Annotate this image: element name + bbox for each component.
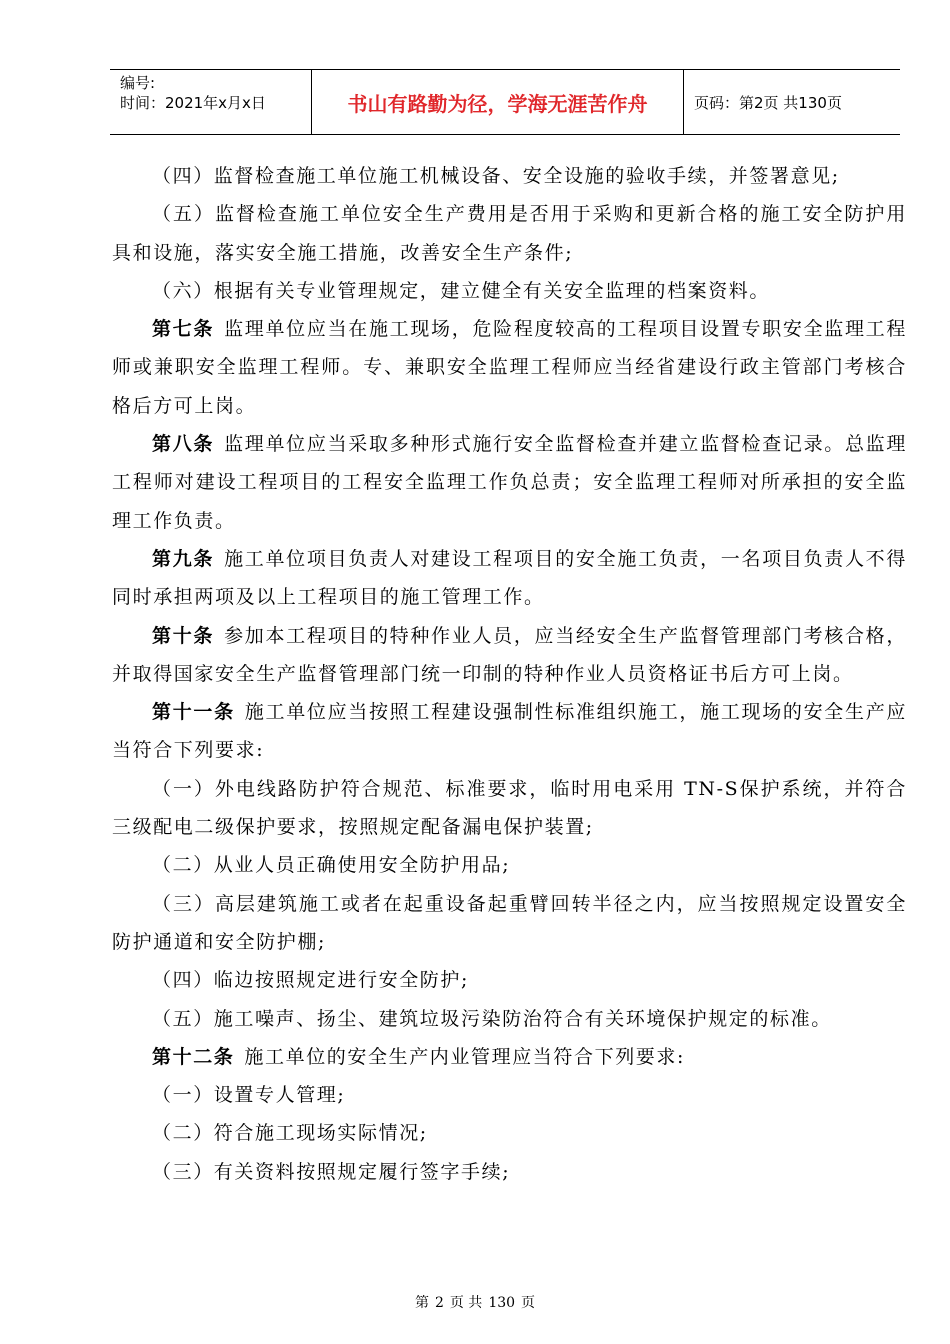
paragraph-text: 施工单位项目负责人对建设工程项目的安全施工负责，一名项目负责人不得同时承担两项及以上工程项目的施工管理工作。 [112,547,907,609]
paragraph [112,770,907,847]
footer-suffix: 页 [521,1295,536,1311]
paragraph-text: 参加本工程项目的特种作业人员，应当经安全生产监督管理部门考核合格，并取得国家安全生产监督管理部门统一印制的特种作业人员资格证书后方可上岗。 [112,624,907,685]
footer-mid: 页 共 [449,1295,483,1311]
article-title: 第十条 [152,624,215,647]
header-meta [110,70,312,134]
page-header [110,69,900,135]
paragraph-text: 监理单位应当在施工现场，危险程度较高的工程项目设置专职安全监理工程师或兼职安全监理工程师。专、兼职安全监理工程师应当经省建设行政主管部门考核合格后方可上岗。 [112,318,907,417]
footer-prefix: 第 [414,1295,429,1311]
paragraph [112,1076,907,1114]
article-paragraph [112,693,907,770]
paragraph [112,1153,907,1191]
header-page-info: 页码：第2页 共130页 [694,93,842,112]
paragraph-text: 施工单位应当按照工程建设强制性标准组织施工，施工现场的安全生产应当符合下列要求: [112,701,908,762]
paragraph-text: 施工单位的安全生产内业管理应当符合下列要求: [244,1045,686,1068]
article-title: 第七条 [152,318,215,341]
footer-page-number: 2 [434,1295,444,1311]
article-paragraph [112,540,907,617]
paragraph-text: （五）监督检查施工单位安全生产费用是否用于采购和更新合格的施工安全防护用具和设施，落实安全施工措施，改善安全生产条件; [112,203,907,264]
paragraph [112,1000,907,1038]
page-footer [0,1292,950,1312]
paragraph-text: （二）符合施工现场实际情况; [152,1122,428,1145]
paragraph [112,885,907,962]
article-paragraph [112,1038,907,1076]
paragraph-text: 监理单位应当采取多种形式施行安全监督检查并建立监督检查记录。总监理工程师对建设工程项目的工程安全监理工作负总责；安全监理工程师对所承担的安全监理工作负责。 [112,433,907,532]
paragraph-text: （二）从业人员正确使用安全防护用品; [152,854,511,877]
paragraph [112,157,907,195]
document-body [112,157,907,1191]
article-paragraph [112,425,907,540]
document-number-label: 编号: [120,74,156,92]
footer-total-pages: 130 [488,1295,516,1311]
paragraph [112,846,907,884]
article-title: 第十二条 [152,1045,235,1068]
header-motto: 书山有路勤为径，学海无涯苦作舟 [312,70,684,134]
article-paragraph [112,310,907,425]
article-title: 第十一条 [152,701,235,724]
paragraph-text: （一）设置专人管理; [152,1084,346,1107]
paragraph [112,195,907,272]
paragraph-text: （四）监督检查施工单位施工机械设备、安全设施的验收手续，并签署意见; [152,165,840,187]
paragraph [112,961,907,999]
article-paragraph [112,617,907,694]
document-date: 时间：2021年x月x日 [120,94,266,112]
paragraph-text: （三）高层建筑施工或者在起重设备起重臂回转半径之内，应当按照规定设置安全防护通道和安全防护棚; [112,892,907,953]
paragraph [112,1114,907,1152]
article-title: 第八条 [152,433,215,456]
paragraph-text: （六）根据有关专业管理规定，建立健全有关安全监理的档案资料。 [152,279,771,302]
paragraph-text: （三）有关资料按照规定履行签字手续; [152,1160,511,1183]
article-title: 第九条 [152,547,215,570]
paragraph-text: （五）施工噪声、扬尘、建筑垃圾污染防治符合有关环境保护规定的标准。 [152,1007,832,1030]
paragraph-text: （一）外电线路防护符合规范、标准要求，临时用电采用 TN-S保护系统，并符合三级配电二级保护要求，按照规定配备漏电保护装置; [112,777,907,839]
paragraph [112,272,907,310]
paragraph-text: （四）临边按照规定进行安全防护; [152,969,470,992]
